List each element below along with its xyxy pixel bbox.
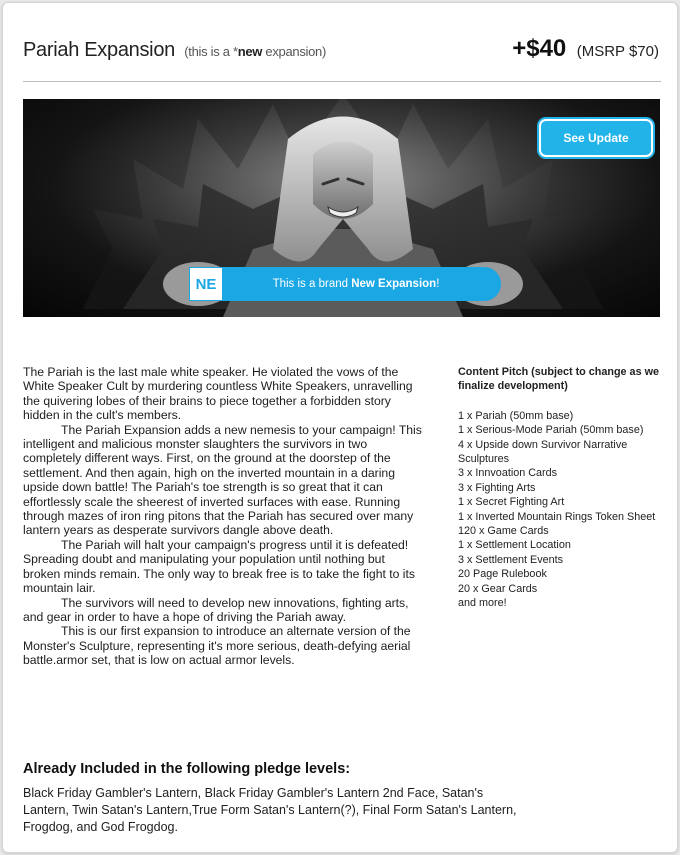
description-paragraph: The Pariah will halt your campaign's progress until it is defeated! Spreading doubt and manipulating your population until nothing but broken minds remain. The only way to break free is to take the fight to its mountain lair. [23,537,415,596]
banner-text-suffix: ! [436,278,440,290]
description-paragraph: This is our first expansion to introduce an alternate version of the Monster's Sculpture, representing it's more serious, death-defying aerial battle.armor set, that is low on actual armor levels. [23,624,411,668]
expansion-card [2,2,678,853]
see-update-button[interactable]: See Update [539,119,653,157]
price [512,35,659,63]
title-note-suffix: expansion) [262,44,327,59]
list-item: 1 x Inverted Mountain Rings Token Sheet [458,510,656,523]
description-paragraph: The Pariah Expansion adds a new nemesis to your campaign! This intelligent and malicious monster slaughters the survivors in two completely different ways. First, on the ground at the doorstep of the settlement. And then again, high on the inverted mountain in a daring upside down battle! The Pariah's toe strength is so great that it can effortlessly scale the sheerest of inverted surfaces with ease. Running through mazes of iron ring pitons that the Pariah has secured over many lantern years as desperate survivors dangle above death. [23,422,422,538]
title-note-prefix: (this is a * [184,44,238,59]
title-note-bold: new [237,44,263,59]
list-item: and more! [458,597,507,610]
banner-text-bold: New Expansion [351,278,437,290]
pledge-levels [23,761,663,836]
list-item: 1 x Serious-Mode Pariah (50mm base) [458,424,644,437]
price-value: +$40 [512,35,567,62]
list-item: 3 x Innvoation Cards [458,467,558,480]
list-item: 3 x Settlement Events [458,553,564,566]
description [23,365,423,668]
page-title [23,39,326,62]
description-paragraph: The Pariah is the last male white speaker. He violated the vows of the White Speaker Cult by murdering countless White Speakers, unravelling the quivering lobes of their brains to piece together a forbidden story hidden in the cult's members. [23,365,413,423]
content-pitch [458,365,663,611]
content-pitch-title: Content Pitch (subject to change as we finalize development) [458,366,659,393]
title-text: Pariah Expansion [23,39,175,61]
list-item: 4 x Upside down Survivor Narrative Sculptures [458,438,628,466]
msrp-value: (MSRP $70) [576,43,659,60]
list-item: 1 x Secret Fighting Art [458,496,565,509]
hero-image [23,99,660,317]
list-item: 1 x Settlement Location [458,539,571,552]
list-item: 3 x Fighting Arts [458,481,536,494]
new-expansion-badge: NE [189,267,223,301]
pledge-levels-text: Black Friday Gambler's Lantern, Black Friday Gambler's Lantern 2nd Face, Satan's Lantern, Twin Satan's Lantern,True Form Satan's Lantern(?), Final Form Satan's Lantern, Frogdog, and God Frogdog. [23,786,517,834]
content-list [458,409,663,611]
list-item: 1 x Pariah (50mm base) [458,409,574,422]
banner-text-prefix: This is a brand [272,278,352,290]
new-expansion-banner [189,267,501,301]
header [23,35,659,79]
banner-text [223,278,501,290]
description-paragraph: The survivors will need to develop new innovations, fighting arts, and gear in order to have a hope of driving the Pariah away. [23,595,409,624]
pledge-levels-title: Already Included in the following pledge levels: [23,761,351,777]
list-item: 20 Page Rulebook [458,568,547,581]
header-divider [23,81,661,82]
list-item: 120 x Game Cards [458,525,549,538]
list-item: 20 x Gear Cards [458,582,538,595]
title-note [184,44,326,59]
